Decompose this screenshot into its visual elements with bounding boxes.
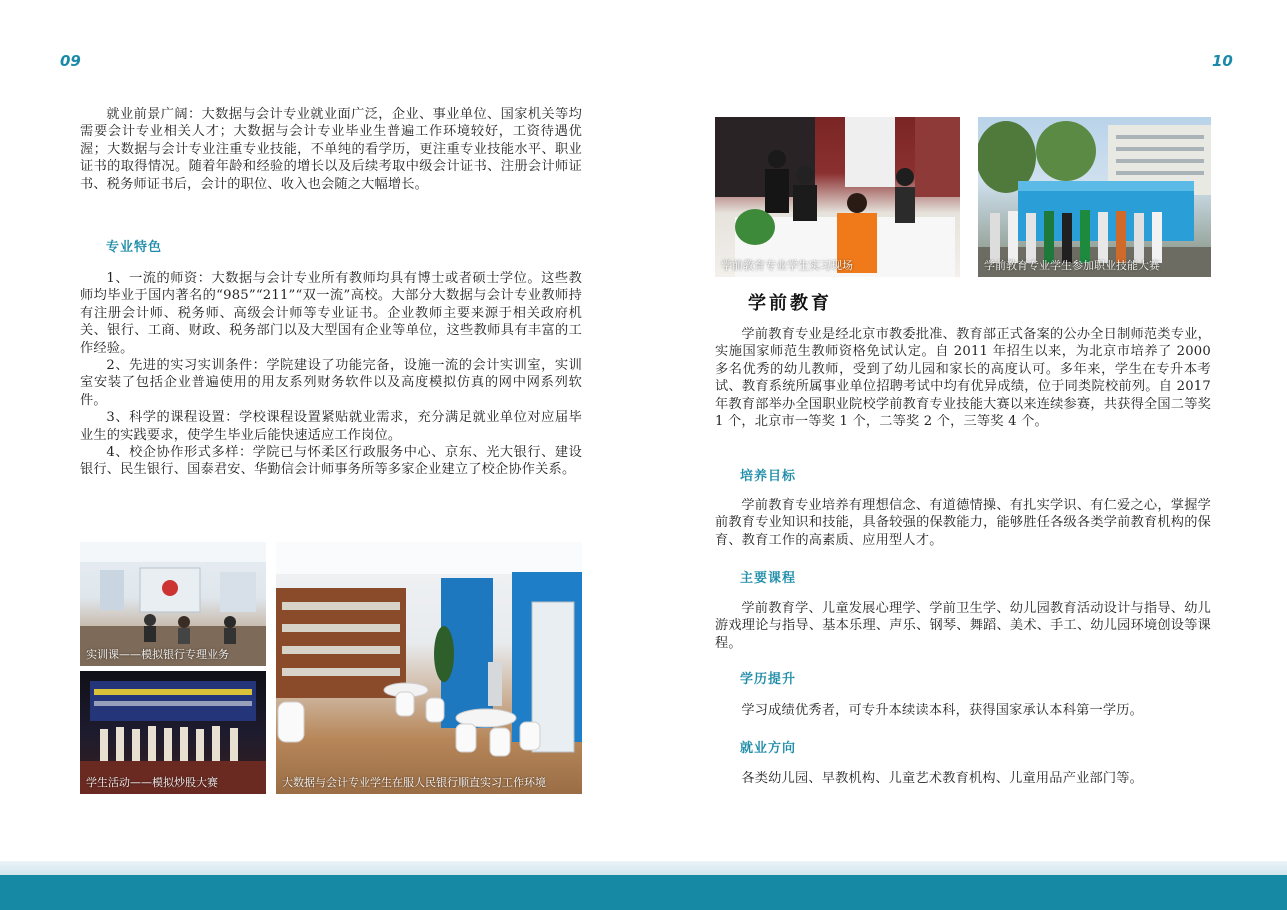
training-goals <box>715 497 1211 549</box>
feature-item: 2、先进的实习实训条件：学院建设了功能完备，设施一流的会计实训室，实训室安装了包括企业普遍使用的用友系列财务软件以及高度模拟仿真的网中网系列软件。 <box>80 358 582 408</box>
employment-intro <box>80 106 582 193</box>
section-title-preschool: 学前教育 <box>748 293 832 314</box>
page-number-right: 10 <box>1212 52 1233 70</box>
footer-band-light <box>0 861 1287 875</box>
photo-practice-lounge <box>276 542 582 794</box>
feature-item: 4、校企协作形式多样：学院已与怀柔区行政服务中心、京东、光大银行、建设银行、民生银行、国泰君安、华勤信会计师事务所等多家企业建立了校企协作关系。 <box>80 445 582 478</box>
heading-degree-upgrade: 学历提升 <box>740 672 797 687</box>
caption-student-activity: 学生活动——模拟炒股大赛 <box>86 776 218 789</box>
heading-main-courses: 主要课程 <box>740 571 797 586</box>
training-goals-text: 学前教育专业培养有理想信念、有道德情操、有扎实学识、有仁爱之心，掌握学前教育专业知识和技能，具备较强的保教能力，能够胜任各级各类学前教育机构的保育、教育工作的高素质、应用型人才。 <box>715 498 1211 548</box>
page-number-left: 09 <box>60 52 81 70</box>
degree-upgrade <box>715 702 1211 719</box>
photo-bank-training <box>80 542 266 666</box>
preschool-intro-paragraph: 学前教育专业是经北京市教委批准、教育部正式备案的公办全日制师范类专业，实施国家师范生教师资格免试认定。自 2011 年招生以来，为北京市培养了 2000 多名优秀的幼儿教师，受到了幼儿园和家长的高度认可。多年来，学生在专升本考试、教育系统所属事业单位招聘考试中均有优异成绩，位于同类院校前列。自 2017 年教育部举办全国职业院校学前教育专业技能大赛以来连续参赛，共获得全国二等奖 1 个，北京市一等奖 1 个，二等奖 2 个，三等奖 4 个。 <box>715 327 1211 430</box>
feature-item: 3、科学的课程设置：学校课程设置紧贴就业需求，充分满足就业单位对应届毕业生的实践要求，使学生毕业后能快速适应工作岗位。 <box>80 410 582 443</box>
photo-group-competition <box>978 117 1211 277</box>
heading-training-goals: 培养目标 <box>740 469 797 484</box>
employment-direction <box>715 770 1211 787</box>
heading-employment-direction: 就业方向 <box>740 741 797 756</box>
degree-upgrade-text: 学习成绩优秀者，可专升本续读本科，获得国家承认本科第一学历。 <box>741 703 1144 718</box>
main-courses-text: 学前教育学、儿童发展心理学、学前卫生学、幼儿园教育活动设计与指导、幼儿游戏理论与指导、基本乐理、声乐、钢琴、舞蹈、美术、手工、幼儿园环境创设等课程。 <box>715 601 1211 651</box>
caption-practice-lounge: 大数据与会计专业学生在服人民银行顺直实习工作环境 <box>282 776 546 789</box>
caption-office-practice: 学前教育专业学生实习现场 <box>721 259 853 272</box>
features-heading: 专业特色 <box>106 240 163 255</box>
preschool-intro <box>715 326 1211 430</box>
feature-item: 1、一流的师资：大数据与会计专业所有教师均具有博士或者硕士学位。这些教师均毕业于国内著名的“985”“211”“双一流”高校。大部分大数据与会计专业教师持有注册会计师、税务师、高级会计师等专业证书。企业教师主要来源于相关政府机关、银行、工商、财政、税务部门以及大型国有企业等单位，这些教师具有丰富的工作经验。 <box>80 271 582 356</box>
footer-band <box>0 875 1287 910</box>
caption-bank-training: 实训课——模拟银行专理业务 <box>86 648 229 661</box>
intro-paragraph: 就业前景广阔：大数据与会计专业就业面广泛，企业、事业单位、国家机关等均需要会计专业相关人才；大数据与会计专业毕业生普遍工作环境较好，工资待遇优渥；大数据与会计专业注重专业技能，不单纯的看学历，更注重专业技能水平、职业证书的取得情况。随着年龄和经验的增长以及后续考取中级会计证书、注册会计师证书、税务师证书后，会计的职位、收入也会随之大幅增长。 <box>80 107 582 192</box>
features-list <box>80 270 582 479</box>
photo-student-activity <box>80 671 266 794</box>
employment-direction-text: 各类幼儿园、早教机构、儿童艺术教育机构、儿童用品产业部门等。 <box>741 771 1144 786</box>
photo-office-practice <box>715 117 960 277</box>
main-courses <box>715 600 1211 652</box>
caption-group-competition: 学前教育专业学生参加职业技能大赛 <box>984 259 1160 272</box>
